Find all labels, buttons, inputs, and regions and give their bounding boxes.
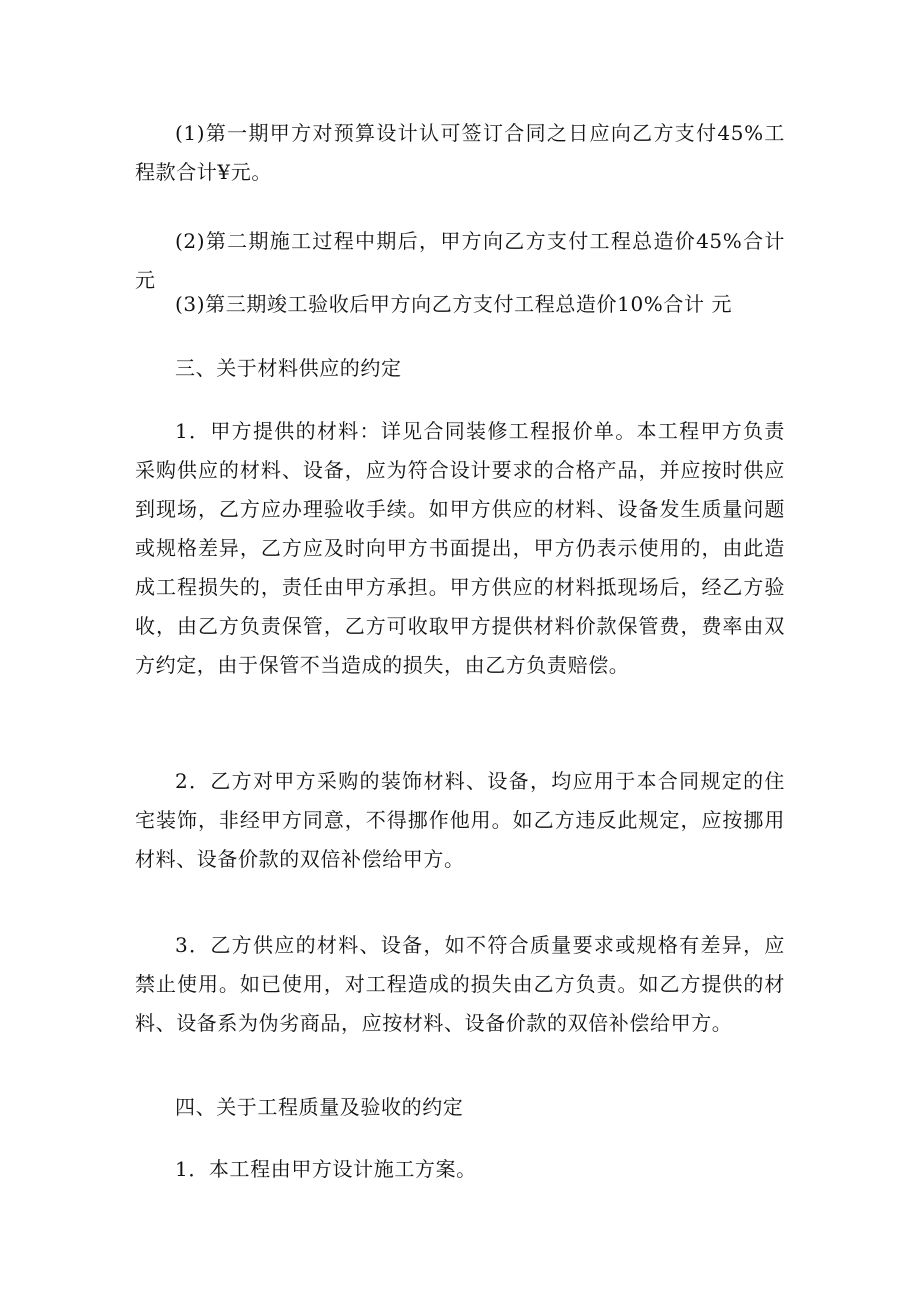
materials-clause-2: 2．乙方对甲方采购的装饰材料、设备，均应用于本合同规定的住宅装饰，非经甲方同意，不得挪作他用。如乙方违反此规定，应按挪用材料、设备价款的双倍补偿给甲方。	[135, 769, 785, 871]
payment-term-3: (3)第三期竣工验收后甲方向乙方支付工程总造价10%合计 元	[175, 292, 733, 316]
materials-clause-1: 1．甲方提供的材料：详见合同装修工程报价单。本工程甲方负责采购供应的材料、设备，应为符合设计要求的合格产品，并应按时供应到现场，乙方应办理验收手续。如甲方供应的材料、设备发生质量问题或规格差异，乙方应及时向甲方书面提出，甲方仍表示使用的，由此造成工程损失的，责任由甲方承担。甲方供应的材料抵现场后，经乙方验收，由乙方负责保管，乙方可收取甲方提供材料价款保管费，费率由双方约定，由于保管不当造成的损失，由乙方负责赔偿。	[135, 419, 785, 677]
quality-clause-1: 1．本工程由甲方设计施工方案。	[175, 1157, 477, 1181]
payment-term-1: (1)第一期甲方对预算设计认可签订合同之日应向乙方支付45%工程款合计¥元。	[135, 121, 785, 184]
payment-term-2: (2)第二期施工过程中期后，甲方向乙方支付工程总造价45%合计元	[135, 229, 785, 292]
materials-clause-3: 3．乙方供应的材料、设备，如不符合质量要求或规格有差异，应禁止使用。如已使用，对工程造成的损失由乙方负责。如乙方提供的材料、设备系为伪劣商品，应按材料、设备价款的双倍补偿给甲方。	[135, 933, 785, 1035]
section-heading-materials: 三、关于材料供应的约定	[175, 356, 402, 380]
section-heading-quality: 四、关于工程质量及验收的约定	[175, 1095, 464, 1119]
